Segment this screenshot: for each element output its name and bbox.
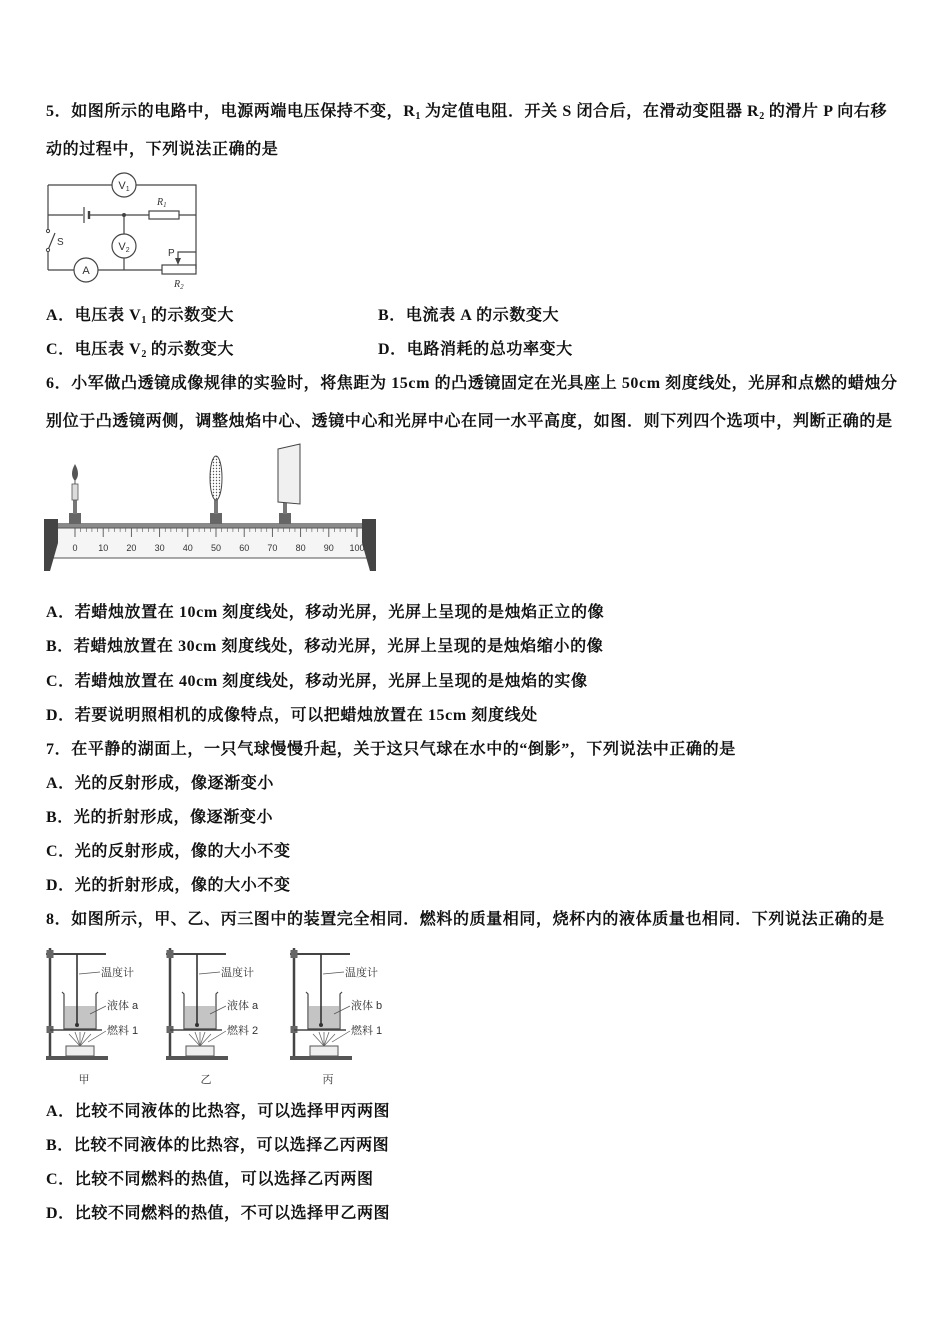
liquid	[309, 1006, 339, 1029]
switch-contact-bottom	[46, 248, 49, 251]
scale-tick-label: 50	[210, 543, 222, 553]
question-5-option-d	[378, 338, 573, 362]
flame-line	[195, 1032, 200, 1046]
question-6-option-c	[46, 670, 588, 694]
screen-holder	[279, 513, 291, 524]
text-segment: 的滑片 P 向右移	[764, 103, 888, 120]
text-segment: 动的过程中，下列说法正确的是	[46, 141, 279, 158]
subscript: 2	[141, 349, 147, 360]
v1-label-main: V	[118, 180, 126, 192]
figure-caption: 甲	[78, 1074, 90, 1086]
rheostat-r2	[162, 265, 196, 274]
text-segment: C．光的反射形成，像的大小不变	[46, 843, 291, 860]
leader-fuel	[208, 1031, 226, 1042]
question-8-stem	[46, 908, 885, 932]
figure-caption: 乙	[200, 1074, 212, 1086]
scale-tick-label: 70	[267, 543, 278, 553]
flame-line	[324, 1034, 335, 1046]
question-8-option-c	[46, 1168, 374, 1192]
light-screen	[278, 444, 300, 504]
subscript: 1	[415, 111, 421, 122]
r2-label-sub: 2	[180, 283, 184, 291]
question-5-stem-line-1	[46, 100, 887, 124]
question-6-option-b	[46, 635, 603, 659]
text-segment: A．光的反射形成，像逐渐变小	[46, 775, 274, 792]
thermometer-bulb	[195, 1023, 199, 1027]
flame-line	[69, 1034, 80, 1046]
text-segment: B．光的折射形成，像逐渐变小	[46, 809, 274, 826]
flame-line	[80, 1032, 85, 1046]
question-5-option-c	[46, 338, 234, 362]
apparatus-yi	[164, 938, 284, 1086]
scale-tick-label: 30	[154, 543, 165, 553]
text-segment: D．光的折射形成，像的大小不变	[46, 877, 291, 894]
text-segment: D．若要说明照相机的成像特点，可以把蜡烛放置在 15cm 刻度线处	[46, 707, 538, 724]
r1-label-main: R	[157, 197, 164, 208]
flame-line	[189, 1034, 200, 1046]
burner	[186, 1046, 214, 1056]
question-7-option-b	[46, 806, 273, 830]
burner-flame-icon	[313, 1032, 335, 1046]
convex-lens	[210, 456, 222, 500]
liquid-label: 液体 b	[351, 1000, 383, 1012]
text-segment: B．比较不同液体的比热容，可以选择乙丙两图	[46, 1137, 390, 1154]
liquid	[185, 1006, 215, 1029]
leader-thermometer	[199, 972, 220, 974]
scale-tick-label: 90	[323, 543, 334, 553]
v2-label	[118, 241, 129, 254]
thermometer-label: 温度计	[101, 967, 134, 979]
v1-label-sub: 1	[125, 186, 130, 193]
flame-line	[80, 1034, 91, 1046]
text-segment: 5．如图所示的电路中，电源两端电压保持不变，R	[46, 103, 416, 120]
question-6-option-d	[46, 704, 538, 728]
burner	[310, 1046, 338, 1056]
question-7-option-a	[46, 772, 274, 796]
question-8-option-d	[46, 1202, 390, 1226]
scale-tick-label: 100	[349, 543, 365, 553]
rod-clamp-top	[47, 950, 54, 958]
text-segment: 为定值电阻．开关 S 闭合后，在滑动变阻器 R	[420, 103, 760, 120]
slider-arrow-icon	[175, 258, 181, 265]
flame-line	[75, 1032, 80, 1046]
switch-blade	[48, 233, 55, 250]
flame-line	[319, 1032, 324, 1046]
screen-stem	[283, 503, 287, 514]
question-7-option-d	[46, 874, 291, 898]
text-segment: A．比较不同液体的比热容，可以选择甲丙两图	[46, 1103, 391, 1120]
question-5-stem-line-2	[46, 138, 278, 162]
lens-stem	[214, 500, 218, 514]
question-6-option-a	[46, 601, 604, 625]
text-segment: 的示数变大	[146, 307, 234, 324]
question-8-option-b	[46, 1134, 389, 1158]
scale-tick-label: 80	[295, 543, 306, 553]
apparatus-bing	[288, 938, 408, 1086]
question-6-stem-line-2	[46, 410, 893, 434]
text-segment: B．若蜡烛放置在 30cm 刻度线处，移动光屏，光屏上呈现的是烛焰缩小的像	[46, 638, 604, 655]
leader-thermometer	[323, 972, 344, 974]
rod-clamp-top	[167, 950, 174, 958]
thermometer-bulb	[319, 1023, 323, 1027]
text-segment: A．若蜡烛放置在 10cm 刻度线处，移动光屏，光屏上呈现的是烛焰正立的像	[46, 604, 605, 621]
scale-tick-label: 10	[98, 543, 109, 553]
v1-label	[118, 180, 129, 193]
text-segment: C．若蜡烛放置在 40cm 刻度线处，移动光屏，光屏上呈现的是烛焰的实像	[46, 673, 588, 690]
question-5-option-b	[378, 304, 559, 328]
junction-node	[122, 213, 126, 217]
scale-tick-label: 0	[72, 543, 78, 553]
bench-left-foot	[44, 519, 58, 571]
resistor-r1	[149, 211, 179, 219]
stand-base	[46, 1056, 108, 1060]
candle-holder	[69, 513, 81, 524]
leader-thermometer	[79, 972, 100, 974]
liquid-label: 液体 a	[227, 1000, 259, 1012]
liquid-label: 液体 a	[107, 1000, 139, 1012]
r2-label	[173, 279, 184, 291]
scale-tick-label: 60	[239, 543, 250, 553]
text-segment: C．比较不同燃料的热值，可以选择乙丙两图	[46, 1171, 374, 1188]
thermometer-bulb	[75, 1023, 79, 1027]
question-7-stem	[46, 738, 736, 762]
r1-label-sub: 1	[163, 201, 167, 209]
question-8-option-a	[46, 1100, 390, 1124]
optical-bench-diagram	[44, 443, 390, 576]
figure-caption: 丙	[322, 1074, 334, 1086]
fuel-label: 燃料 1	[351, 1025, 383, 1037]
flame-line	[313, 1034, 324, 1046]
flame-line	[200, 1034, 211, 1046]
thermometer-label: 温度计	[221, 967, 254, 979]
ammeter-label: A	[82, 265, 90, 277]
flame-line	[200, 1032, 205, 1046]
text-segment: 别位于凸透镜两侧，调整烛焰中心、透镜中心和光屏中心在同一水平高度，如图．则下列四个选项中，判断正确的是	[46, 413, 893, 430]
text-segment: D．比较不同燃料的热值，不可以选择甲乙两图	[46, 1205, 391, 1222]
slider-label: P	[168, 248, 175, 259]
slider-wire	[178, 252, 196, 261]
apparatus-jia	[44, 938, 164, 1086]
subscript: 2	[759, 111, 765, 122]
text-segment: A．电压表 V	[46, 307, 142, 324]
text-segment: B．电流表 A 的示数变大	[378, 307, 560, 324]
thermometer-label: 温度计	[345, 967, 378, 979]
subscript: 1	[141, 315, 147, 326]
liquid	[65, 1006, 95, 1029]
r2-label-main: R	[174, 279, 181, 290]
r1-label	[156, 197, 167, 209]
burner-flame-icon	[69, 1032, 91, 1046]
switch-contact-top	[46, 229, 49, 232]
burner-flame-icon	[189, 1032, 211, 1046]
candle-stem	[73, 499, 77, 514]
text-segment: 7．在平静的湖面上，一只气球慢慢升起，关于这只气球在水中的“倒影”，下列说法中正确的是	[46, 741, 736, 758]
circuit-diagram	[44, 168, 204, 293]
scale-tick-label: 40	[182, 543, 193, 553]
stand-base	[166, 1056, 228, 1060]
rod-clamp-top	[291, 950, 298, 958]
text-segment: 8．如图所示，甲、乙、丙三图中的装置完全相同．燃料的质量相同，烧杯内的液体质量也相同．下列说法正确的是	[46, 911, 885, 928]
candle-flame-icon	[72, 464, 78, 481]
fuel-label: 燃料 2	[227, 1025, 259, 1037]
leader-fuel	[332, 1031, 350, 1042]
question-7-option-c	[46, 840, 291, 864]
lens-holder	[210, 513, 222, 524]
text-segment: D．电路消耗的总功率变大	[378, 341, 573, 358]
fuel-label: 燃料 1	[107, 1025, 139, 1037]
switch-label: S	[57, 237, 64, 248]
flame-line	[324, 1032, 329, 1046]
leader-fuel	[88, 1031, 106, 1042]
v2-label-main: V	[118, 241, 126, 253]
burner	[66, 1046, 94, 1056]
stand-base	[290, 1056, 352, 1060]
question-6-stem-line-1	[46, 372, 898, 396]
candle-body	[72, 484, 78, 500]
text-segment: C．电压表 V	[46, 341, 142, 358]
v2-label-sub: 2	[125, 247, 130, 254]
text-segment: 6．小军做凸透镜成像规律的实验时，将焦距为 15cm 的凸透镜固定在光具座上 50cm 刻度线处，光屏和点燃的蜡烛分	[46, 375, 898, 392]
text-segment: 的示数变大	[146, 341, 234, 358]
scale-tick-label: 20	[126, 543, 137, 553]
question-5-option-a	[46, 304, 234, 328]
